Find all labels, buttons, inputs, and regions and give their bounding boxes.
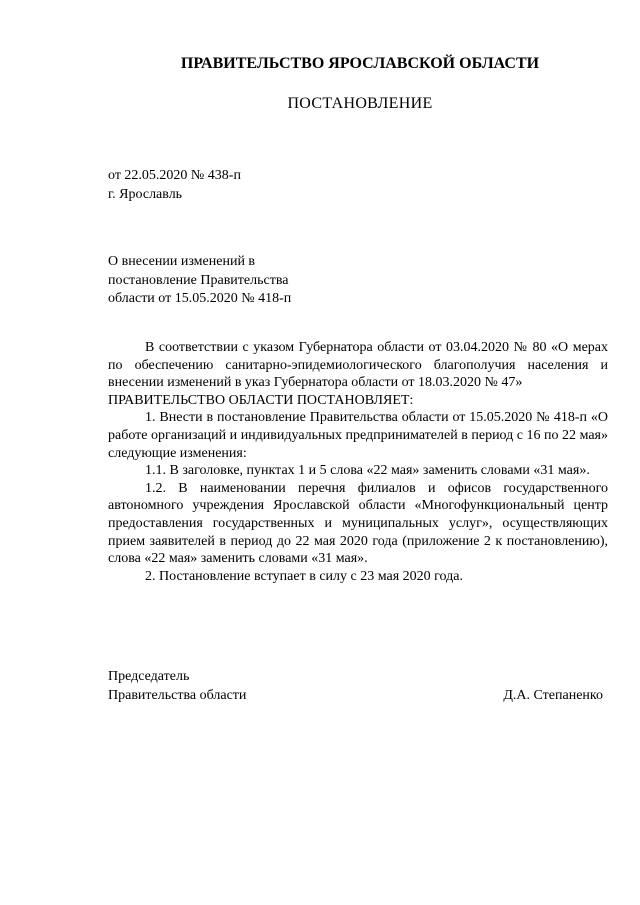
subject-line-2: постановление Правительства (108, 272, 289, 288)
document-type: ПОСТАНОВЛЕНИЕ (287, 95, 433, 112)
city: г. Ярославль (108, 187, 183, 202)
signer-position-line-2: Правительства области (108, 688, 247, 703)
signature-block (108, 667, 608, 705)
document-subject (108, 253, 368, 309)
item-1-1-paragraph: 1.1. В заголовке, пунктах 1 и 5 слова «22 мая» заменить словами «31 мая». (145, 463, 590, 479)
item-1-paragraph: 1. Внести в постановление Правительства области от 15.05.2020 № 418-п «О работе организаций и индивидуальных предпринимателей в период с 16 по 22 мая» следующие изменения: (108, 410, 608, 461)
decree-line: ПРАВИТЕЛЬСТВО ОБЛАСТИ ПОСТАНОВЛЯЕТ: (108, 392, 414, 408)
signer-name: Д.А. Степаненко (503, 688, 603, 703)
signature-row (108, 686, 608, 705)
date-number: от 22.05.2020 № 438-п (108, 168, 241, 183)
subject-line-1: О внесении изменений в (108, 254, 256, 269)
subject-line-3: области от 15.05.2020 № 418-п (108, 291, 292, 306)
preamble-paragraph: В соответствии с указом Губернатора области от 03.04.2020 № 80 «О мерах по обеспечению санитарно-эпидемиологического благополучия населения и внесении изменений в указ Губернатора области от 18.03.2020 № 47» (108, 340, 608, 391)
government-title: ПРАВИТЕЛЬСТВО ЯРОСЛАВСКОЙ ОБЛАСТИ (180, 55, 540, 72)
document-meta (108, 166, 241, 204)
signer-position-line-1: Председатель (108, 669, 190, 684)
item-1-2-paragraph: 1.2. В наименовании перечня филиалов и офисов государственного автономного учреждения Ярославской области «Многофункциональный центр предоставления государственных и муниципальных услуг», осуществляющих прием заявителей в период до 22 мая 2020 года (приложение 2 к постановлению), слова «22 мая» заменить словами «31 мая». (108, 480, 608, 567)
document-body (108, 339, 608, 585)
item-2-paragraph: 2. Постановление вступает в силу с 23 мая 2020 года. (145, 568, 463, 584)
